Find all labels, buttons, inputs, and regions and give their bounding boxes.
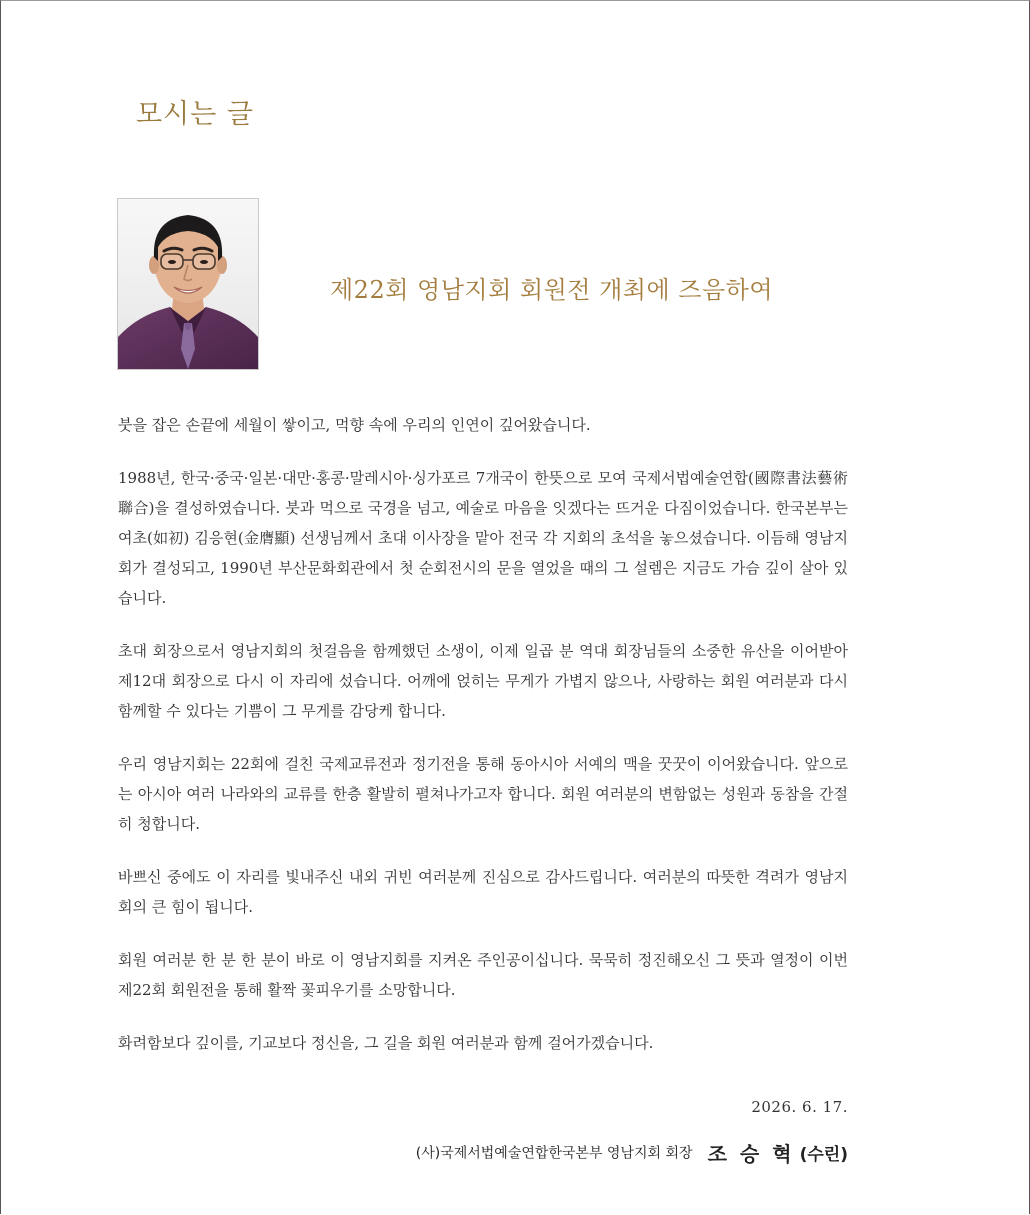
signature-organization: (사)국제서법예술연합한국본부 영남지회 회장 <box>415 1145 693 1162</box>
author-photo <box>117 198 259 370</box>
signature-pen-name: (수린) <box>799 1145 848 1165</box>
letter-body <box>118 410 848 1081</box>
letter-headline: 제22회 영남지회 회원전 개최에 즈음하여 <box>330 276 773 304</box>
paragraph: 화려함보다 깊이를, 기교보다 정신을, 그 길을 회원 여러분과 함께 걸어가겠습니다. <box>118 1034 654 1052</box>
paragraph: 1988년, 한국·중국·일본·대만·홍콩·말레시아·싱가포르 7개국이 한뜻으로 모여 국제서법예술연합(國際書法藝術聯合)을 결성하였습니다. 붓과 먹으로 국경을 넘고, 예술로 마음을 잇겠다는 뜨거운 다짐이었습니다. 한국본부는 여초(如初) 김응현(金膺顯) 선생님께서 초대 이사장을 맡아 전국 각 지회의 초석을 놓으셨습니다. 이듬해 영남지회가 결성되고, 1990년 부산문화회관에서 첫 순회전시의 문을 열었을 때의 그 설렘은 지금도 가슴 깊이 살아 있습니다. <box>118 469 848 607</box>
paragraph: 초대 회장으로서 영남지회의 첫걸음을 함께했던 소생이, 이제 일곱 분 역대 회장님들의 소중한 유산을 이어받아 제12대 회장으로 다시 이 자리에 섰습니다. 어깨에 얹히는 무게가 가볍지 않으나, 사랑하는 회원 여러분과 다시 함께할 수 있다는 기쁨이 그 무게를 감당케 합니다. <box>118 642 848 720</box>
signature-name: 조 승 혁 <box>707 1142 795 1166</box>
paragraph: 붓을 잡은 손끝에 세월이 쌓이고, 먹향 속에 우리의 인연이 깊어왔습니다. <box>118 416 591 434</box>
paragraph: 바쁘신 중에도 이 자리를 빛내주신 내외 귀빈 여러분께 진심으로 감사드립니다. 여러분의 따뜻한 격려가 영남지회의 큰 힘이 됩니다. <box>118 868 848 916</box>
signature <box>416 1138 848 1167</box>
section-title: 모시는 글 <box>136 99 254 130</box>
paragraph: 회원 여러분 한 분 한 분이 바로 이 영남지회를 지켜온 주인공이십니다. 묵묵히 정진해오신 그 뜻과 열정이 이번 제22회 회원전을 통해 활짝 꽃피우기를 소망합니다. <box>118 951 848 999</box>
letter-date: 2026. 6. 17. <box>751 1098 848 1116</box>
paragraph: 우리 영남지회는 22회에 걸친 국제교류전과 정기전을 통해 동아시아 서예의 맥을 꿋꿋이 이어왔습니다. 앞으로는 아시아 여러 나라와의 교류를 한층 활발히 펼쳐나가고자 합니다. 회원 여러분의 변함없는 성원과 동참을 간절히 청합니다. <box>118 755 848 833</box>
